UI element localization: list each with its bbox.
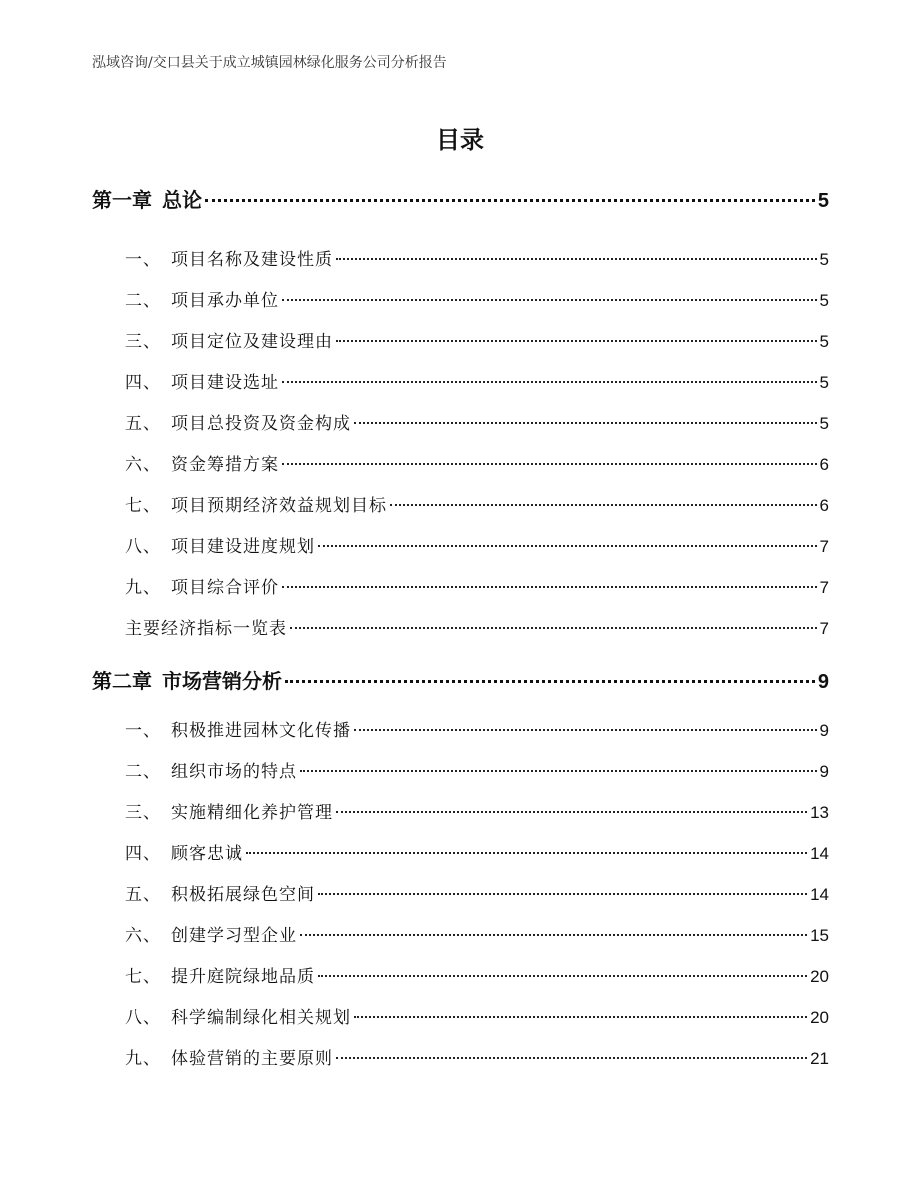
section-number: 八、 xyxy=(125,1008,161,1028)
page-number: 6 xyxy=(819,455,829,474)
dot-leader xyxy=(205,199,815,202)
section-title: 提升庭院绿地品质 xyxy=(171,967,315,987)
dot-leader xyxy=(318,545,817,547)
toc-section[interactable] xyxy=(125,962,829,987)
dot-leader xyxy=(246,852,807,854)
page-number: 14 xyxy=(810,885,829,904)
toc-section[interactable] xyxy=(125,798,829,823)
page-number: 6 xyxy=(819,496,829,515)
section-number: 九、 xyxy=(125,578,161,598)
section-number: 二、 xyxy=(125,291,161,311)
section-title: 积极推进园林文化传播 xyxy=(171,721,351,741)
toc-section[interactable] xyxy=(125,491,829,516)
section-title: 项目总投资及资金构成 xyxy=(171,414,351,434)
page-number: 5 xyxy=(819,332,829,351)
toc-section[interactable] xyxy=(125,1003,829,1028)
dot-leader xyxy=(290,627,817,629)
toc-section[interactable] xyxy=(125,880,829,905)
dot-leader xyxy=(300,934,807,936)
toc-section[interactable] xyxy=(125,921,829,946)
toc-section[interactable] xyxy=(125,286,829,311)
section-number: 七、 xyxy=(125,496,161,516)
section-number: 六、 xyxy=(125,455,161,475)
section-number: 一、 xyxy=(125,721,161,741)
dot-leader xyxy=(354,422,817,424)
chapter-label: 第一章 xyxy=(92,188,152,212)
section-number: 五、 xyxy=(125,414,161,434)
dot-leader xyxy=(282,586,817,588)
page-number: 5 xyxy=(819,291,829,310)
dot-leader xyxy=(336,1057,807,1059)
dot-leader xyxy=(282,381,817,383)
page-number: 14 xyxy=(810,844,829,863)
toc-chapter-1[interactable] xyxy=(92,184,829,213)
section-number: 一、 xyxy=(125,250,161,270)
section-number: 六、 xyxy=(125,926,161,946)
dot-leader xyxy=(354,1016,807,1018)
section-title: 实施精细化养护管理 xyxy=(171,803,333,823)
section-title: 顾客忠诚 xyxy=(171,844,243,864)
dot-leader xyxy=(354,729,817,731)
toc-section[interactable] xyxy=(125,1044,829,1069)
section-title: 项目综合评价 xyxy=(171,578,279,598)
section-number: 三、 xyxy=(125,332,161,352)
toc-section[interactable] xyxy=(125,532,829,557)
section-title: 创建学习型企业 xyxy=(171,926,297,946)
toc-section[interactable] xyxy=(125,716,829,741)
page-number: 20 xyxy=(810,967,829,986)
section-number: 五、 xyxy=(125,885,161,905)
toc-section[interactable] xyxy=(125,839,829,864)
section-title: 项目建设进度规划 xyxy=(171,537,315,557)
toc-section[interactable] xyxy=(125,757,829,782)
section-title: 项目名称及建设性质 xyxy=(171,250,333,270)
page-number: 13 xyxy=(810,803,829,822)
section-title: 体验营销的主要原则 xyxy=(171,1049,333,1069)
dot-leader xyxy=(336,811,807,813)
section-title: 主要经济指标一览表 xyxy=(125,619,287,639)
section-number: 四、 xyxy=(125,844,161,864)
dot-leader xyxy=(390,504,817,506)
dot-leader xyxy=(318,975,807,977)
page-number: 5 xyxy=(819,414,829,433)
page-number: 5 xyxy=(819,250,829,269)
dot-leader xyxy=(300,770,817,772)
section-title: 项目定位及建设理由 xyxy=(171,332,333,352)
chapter-title: 市场营销分析 xyxy=(162,669,282,693)
toc-section[interactable] xyxy=(125,245,829,270)
section-number: 四、 xyxy=(125,373,161,393)
section-number: 九、 xyxy=(125,1049,161,1069)
page-number: 20 xyxy=(810,1008,829,1027)
section-number: 二、 xyxy=(125,762,161,782)
section-title: 组织市场的特点 xyxy=(171,762,297,782)
section-title: 项目承办单位 xyxy=(171,291,279,311)
page-number: 5 xyxy=(819,373,829,392)
dot-leader xyxy=(336,258,817,260)
toc-chapter-2[interactable] xyxy=(92,665,829,694)
chapter-label: 第二章 xyxy=(92,669,152,693)
running-header: 泓域咨询/交口县关于成立城镇园林绿化服务公司分析报告 xyxy=(92,55,447,71)
page-number: 21 xyxy=(810,1049,829,1068)
section-title: 积极拓展绿色空间 xyxy=(171,885,315,905)
toc-section[interactable] xyxy=(125,409,829,434)
section-number: 三、 xyxy=(125,803,161,823)
section-title: 项目预期经济效益规划目标 xyxy=(171,496,387,516)
toc-section[interactable] xyxy=(125,450,829,475)
page-number: 7 xyxy=(819,537,829,556)
page-number: 5 xyxy=(817,190,829,212)
chapter-title: 总论 xyxy=(162,188,202,212)
toc-section[interactable] xyxy=(125,573,829,598)
page-number: 7 xyxy=(819,619,829,638)
page-number: 9 xyxy=(819,762,829,781)
page-number: 9 xyxy=(819,721,829,740)
dot-leader xyxy=(336,340,817,342)
toc-section[interactable] xyxy=(125,327,829,352)
page-number: 7 xyxy=(819,578,829,597)
dot-leader xyxy=(282,299,817,301)
dot-leader xyxy=(285,680,815,683)
section-number: 七、 xyxy=(125,967,161,987)
section-title: 项目建设选址 xyxy=(171,373,279,393)
toc-section[interactable] xyxy=(125,368,829,393)
section-title: 科学编制绿化相关规划 xyxy=(171,1008,351,1028)
page-number: 15 xyxy=(810,926,829,945)
dot-leader xyxy=(282,463,817,465)
section-title: 资金筹措方案 xyxy=(171,455,279,475)
section-number: 八、 xyxy=(125,537,161,557)
toc-title: 目录 xyxy=(436,126,484,154)
toc-section[interactable] xyxy=(125,614,829,639)
page-number: 9 xyxy=(817,671,829,693)
dot-leader xyxy=(318,893,807,895)
